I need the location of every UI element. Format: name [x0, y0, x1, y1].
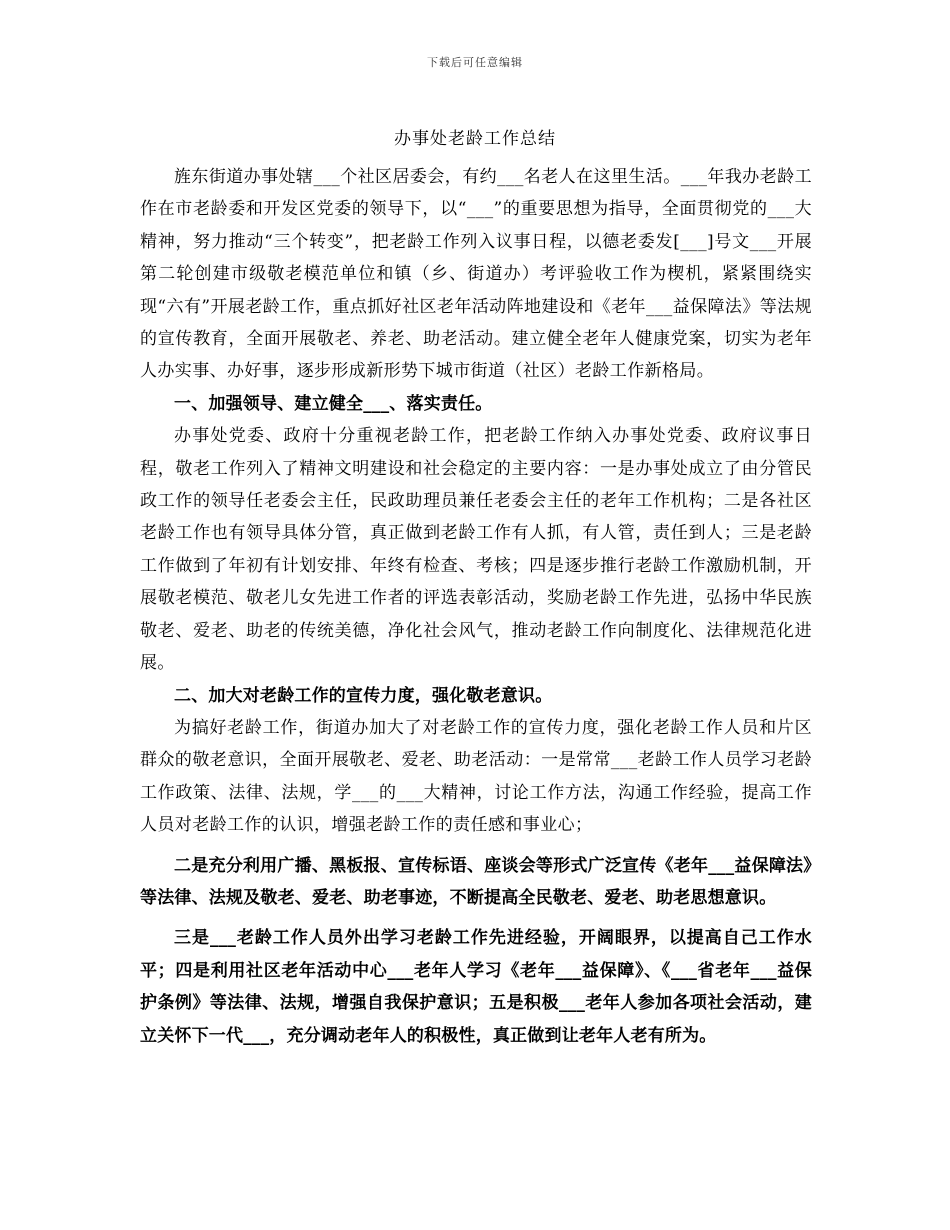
section-heading-2: 二、加大对老龄工作的宣传力度，强化敬老意识。: [174, 685, 553, 706]
paragraph-section-2: 为搞好老龄工作，街道办加大了对老龄工作的宣传力度，强化老龄工作人员和片区群众的敬老意识，全面开展敬老、爱老、助老活动：一是常常___老龄工作人员学习老龄工作政策、法律、法规，学___的___大精神，讨论工作方法，沟通工作经验，提高工作人员对老龄工作的认识，增强老龄工作的责任感和事业心；: [140, 717, 812, 836]
paragraph-bold-item-2: 二是充分利用广播、黑板报、宣传标语、座谈会等形式广泛宣传《老年___益保障法》等法律、法规及敬老、爱老、助老事迹，不断提高全民敬老、爱老、助老思想意识。: [140, 855, 812, 908]
document-title: 办事处老龄工作总结: [394, 129, 556, 149]
paragraph-bold-item-3: 三是___老龄工作人员外出学习老龄工作先进经验，开阔眼界，以提高自己工作水平；四是利用社区老年活动中心___老年人学习《老年___益保障》、《___省老年___益保护条例》等法律、法规，增强自我保护意识；五是积极___老年人参加各项社会活动，建立关怀下一代___，充分调动老年人的积极性，真正做到让老年人老有所为。: [140, 928, 812, 1046]
document-body: [140, 161, 812, 1052]
paragraph-section-1: 办事处党委、政府十分重视老龄工作，把老龄工作纳入办事处党委、政府议事日程，敬老工作列入了精神文明建设和社会稳定的主要内容：一是办事处成立了由分管民政工作的领导任老委会主任，民政助理员兼任老委会主任的老年工作机构；二是各社区老龄工作也有领导具体分管，真正做到老龄工作有人抓，有人管，责任到人；三是老龄工作做到了年初有计划安排、年终有检查、考核；四是逐步推行老龄工作激励机制，开展敬老模范、敬老儿女先进工作者的评选表彰活动，奖励老龄工作先进，弘扬中华民族敬老、爱老、助老的传统美德，净化社会风气，推动老龄工作向制度化、法律规范化进展。: [140, 426, 812, 674]
section-heading-1: 一、加强领导、建立健全___、落实责任。: [174, 393, 493, 414]
paragraph-intro: 旌东街道办事处辖___个社区居委会，有约___名老人在这里生活。___年我办老龄工作在市老龄委和开发区党委的领导下，以“___”的重要思想为指导，全面贯彻党的___大精神，努力推动“三个转变”，把老龄工作列入议事日程，以德老委发[___]号文___开展第二轮创建市级敬老模范单位和镇（乡、街道办）考评验收工作为楔机，紧紧围绕实现“六有”开展老龄工作，重点抓好社区老年活动阵地建设和《老年___益保障法》等法规的宣传教育，全面开展敬老、养老、助老活动。建立健全老年人健康党案，切实为老年人办实事、办好事，逐步形成新形势下城市街道（社区）老龄工作新格局。: [140, 167, 812, 382]
header-note: 下载后可任意编辑: [427, 56, 523, 69]
